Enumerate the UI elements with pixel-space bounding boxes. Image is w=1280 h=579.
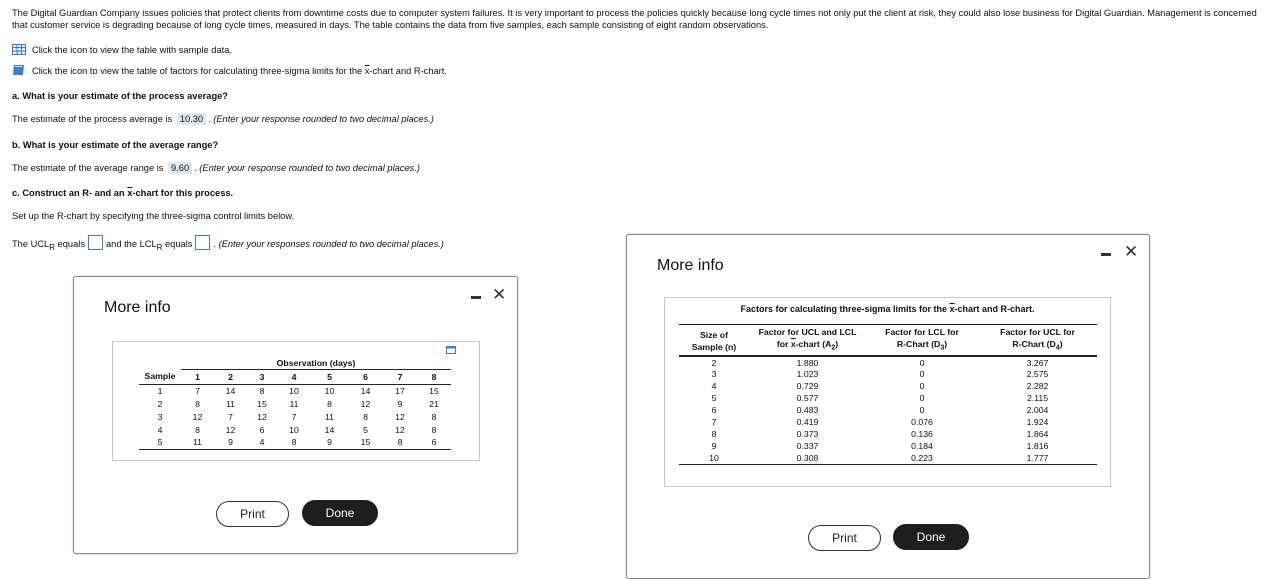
- sample-size-cell: 5: [711, 393, 717, 403]
- sample-data-table: [139, 357, 451, 450]
- observation-cell: 14: [360, 385, 371, 396]
- factors-table-frame: [664, 297, 1111, 487]
- setup-instruction: Set up the R-chart by specifying the three-sigma control limits below.: [12, 211, 295, 221]
- observation-cell: 8: [195, 424, 200, 435]
- ucl-r-input[interactable]: [88, 235, 103, 250]
- factors-title-post: -chart and R-chart.: [954, 304, 1035, 314]
- factors-link-xbar: $\overline{x}$: [364, 66, 370, 76]
- dialog-title: More info: [104, 299, 171, 316]
- observation-cell: 7: [195, 385, 200, 396]
- observation-cell: 7: [228, 411, 233, 422]
- ucl-label: The UCL: [12, 239, 50, 249]
- observation-cell: 10: [289, 385, 299, 396]
- observation-cell: 8: [363, 411, 368, 422]
- answer-b-note: (Enter your response rounded to two decimal places.): [199, 163, 420, 173]
- question-a: a. What is your estimate of the process average?: [12, 91, 228, 101]
- table-row: [679, 428, 1097, 440]
- size-header: [679, 326, 749, 356]
- a2-header-l1: Factor for UCL and LCL: [758, 327, 857, 338]
- window-icon[interactable]: [446, 346, 456, 357]
- sample-size-cell: 2: [711, 357, 717, 368]
- print-button[interactable]: Print: [216, 501, 289, 527]
- observation-cell: 12: [395, 411, 405, 422]
- d3-header-l2: [866, 338, 978, 355]
- answer-a-row: The estimate of the process average is 10.30 . (Enter your response rounded to two decimal places.): [12, 114, 434, 124]
- factors-link-row[interactable]: [12, 64, 447, 76]
- observation-cell: 14: [225, 385, 236, 396]
- ucl-subscript: R: [49, 242, 55, 252]
- d3-cell: 0.184: [911, 441, 933, 451]
- observation-header: Observation (days): [181, 357, 451, 369]
- observation-cell: 12: [360, 398, 371, 409]
- a2-cell: 0.373: [796, 429, 819, 439]
- factors-title-xbar: $\overline{x}$: [949, 304, 955, 314]
- observation-cell: 15: [429, 385, 439, 396]
- table-row: [679, 404, 1097, 416]
- a2-cell: 0.337: [796, 441, 819, 451]
- question-c-pre: c. Construct an R- and an: [12, 188, 128, 198]
- d4-cell: 2.282: [1026, 381, 1049, 391]
- d3-sub: 3: [940, 344, 945, 352]
- question-c: [12, 188, 233, 198]
- table-row: [679, 452, 1097, 464]
- limits-note: (Enter your responses rounded to two decimal places.): [218, 239, 444, 249]
- table-row: [139, 410, 451, 423]
- observation-cell: 15: [257, 398, 267, 409]
- d4-header: [978, 326, 1097, 356]
- table-row: [139, 384, 451, 397]
- factors-dialog: [626, 234, 1150, 579]
- sample-data-link-text: Click the icon to view the table with sample data.: [32, 45, 232, 55]
- sample-number-cell: 1: [157, 385, 163, 396]
- table-grid-icon[interactable]: [12, 44, 26, 55]
- sample-size-cell: 4: [711, 381, 717, 391]
- d3-cell: 0.136: [911, 429, 933, 439]
- d4-sub: 4: [1055, 344, 1060, 352]
- table-row: [679, 380, 1097, 392]
- col-header: 3: [259, 371, 265, 382]
- d4-header-l1: Factor for UCL for: [1000, 327, 1075, 338]
- size-header-l1: Size of: [700, 329, 728, 340]
- factors-title-pre: Factors for calculating three-sigma limits for the: [740, 304, 950, 314]
- factors-body: [679, 356, 1097, 464]
- a2-header-l2: [749, 338, 866, 355]
- lcl-label: and the LCL: [105, 239, 157, 249]
- sample-column-header: Sample: [144, 371, 176, 382]
- table-row: [679, 356, 1097, 368]
- d4-end: ): [1059, 339, 1063, 350]
- observation-cell: 12: [192, 411, 203, 422]
- sample-size-cell: 3: [711, 369, 717, 379]
- a2-header: [749, 326, 866, 356]
- d4-cell: 2.115: [1026, 393, 1049, 403]
- observation-cell: 12: [257, 411, 267, 422]
- observation-cell: 9: [327, 437, 332, 448]
- d4-header-l2: [978, 338, 1097, 355]
- observation-cell: 8: [291, 437, 297, 448]
- table-row: [679, 416, 1097, 428]
- table-row: [679, 392, 1097, 404]
- answer-a-note: (Enter your response rounded to two decimal places.): [213, 114, 434, 124]
- lcl-equals: equals: [165, 239, 193, 249]
- observation-cell: 11: [192, 437, 203, 448]
- a2-end: ): [835, 339, 839, 350]
- observation-cell: 8: [397, 437, 403, 448]
- observation-cell: 14: [324, 424, 335, 435]
- sample-size-cell: 9: [711, 441, 717, 451]
- d3-end: ): [944, 339, 948, 350]
- dialog-title: More info: [657, 257, 724, 274]
- col-header: 5: [327, 371, 332, 382]
- table-row: [679, 368, 1097, 380]
- sample-data-dialog: [73, 276, 518, 554]
- d3-cell: 0.076: [911, 417, 933, 427]
- observation-cell: 8: [195, 398, 200, 409]
- factors-table: [679, 326, 1097, 465]
- process-average-answer[interactable]: 10.30: [177, 113, 206, 125]
- sample-data-link-row[interactable]: [12, 44, 232, 55]
- col-header: 4: [291, 371, 297, 382]
- d3-cell: 0.223: [911, 452, 933, 463]
- observation-cell: 5: [363, 424, 368, 435]
- sample-size-cell: 6: [711, 405, 717, 415]
- sample-number-cell: 3: [157, 411, 163, 422]
- d3-header-l1: Factor for LCL for: [885, 327, 959, 338]
- a2-cell: 0.419: [796, 417, 819, 427]
- question-b: b. What is your estimate of the average range?: [12, 140, 219, 150]
- d3-cell: 0: [919, 405, 925, 415]
- sample-size-cell: 10: [709, 452, 719, 463]
- col-header: 8: [431, 371, 437, 382]
- d4-cell: 1.777: [1026, 452, 1049, 463]
- minimize-icon[interactable]: [1101, 253, 1111, 256]
- d3-header: [866, 326, 978, 356]
- d3-cell: 0: [919, 381, 925, 391]
- observation-cell: 17: [395, 385, 405, 396]
- a2-cell: 0.308: [796, 452, 819, 463]
- print-button[interactable]: Print: [808, 525, 881, 551]
- observation-cell: 12: [225, 424, 236, 435]
- factors-link-text-post: -chart and R-chart.: [369, 66, 447, 76]
- lcl-subscript: R: [156, 242, 163, 252]
- lcl-r-input[interactable]: [195, 235, 210, 250]
- observation-cell: 8: [259, 385, 265, 396]
- d4-cell: 3.267: [1026, 357, 1049, 368]
- a2-xbar: $\overline{x}$: [790, 339, 796, 350]
- observation-cell: 8: [431, 411, 437, 422]
- d4-cell: 1.816: [1026, 441, 1049, 451]
- sample-data-table-frame: [112, 341, 480, 461]
- observation-cell: 6: [431, 437, 437, 448]
- done-button[interactable]: Done: [302, 500, 378, 526]
- average-range-answer[interactable]: 9.60: [168, 162, 192, 174]
- col-header: 6: [363, 371, 368, 382]
- table-row: [139, 436, 451, 449]
- ucl-equals: equals: [57, 239, 85, 249]
- d3-pre: R-Chart (D: [896, 339, 941, 350]
- observation-cell: 6: [259, 424, 265, 435]
- table-row: [139, 423, 451, 436]
- close-icon[interactable]: ✕: [492, 285, 507, 304]
- table-row: [139, 397, 451, 410]
- observation-cell: 11: [225, 398, 236, 409]
- sample-size-cell: 7: [711, 417, 717, 427]
- sample-number-cell: 4: [157, 424, 163, 435]
- observation-cell: 12: [395, 424, 405, 435]
- observation-cell: 11: [289, 398, 299, 409]
- observation-cell: 9: [397, 398, 403, 409]
- observation-cell: 4: [259, 437, 265, 448]
- col-header: 1: [195, 371, 200, 382]
- control-limits-row: The $UCL_R$ equals and the $LCL_R$ equals . (Enter your responses rounded to two decimal places.): [12, 235, 444, 252]
- observation-cell: 9: [228, 437, 233, 448]
- d4-cell: 1.864: [1026, 429, 1049, 439]
- answer-b-row: The estimate of the average range is 9.60 . (Enter your response rounded to two decimal places.): [12, 163, 420, 173]
- close-icon[interactable]: ✕: [1124, 242, 1139, 261]
- sample-data-body: [139, 384, 451, 449]
- a2-cell: 1.880: [796, 357, 819, 368]
- d3-cell: 0: [919, 357, 925, 368]
- observation-cell: 15: [360, 437, 371, 448]
- sample-number-cell: 5: [157, 437, 163, 448]
- sample-size-cell: 8: [711, 429, 717, 439]
- problem-statement: The Digital Guardian Company issues policies that protect clients from downtime costs due to computer system failures. It is very important to process the policies quickly because long cycle times not only put the client at risk, they could also lose business for Digital Guardian. Management is concerned that customer service is degrading because of long cycle times, measured in days. The table contains the data from five samples, each sample consisting of eight random observations.: [12, 8, 1257, 30]
- d4-cell: 2.575: [1026, 369, 1049, 379]
- factors-table-title: [665, 304, 1110, 314]
- observation-cell: 21: [429, 398, 439, 409]
- size-header-l2: Sample (n): [691, 341, 737, 352]
- question-c-xbar: $\overline{x}$: [127, 188, 133, 198]
- factors-top-rule: [679, 324, 1097, 325]
- factors-link-text-pre: Click the icon to view the table of factors for calculating three-sigma limits for the: [32, 66, 365, 76]
- col-header: 7: [397, 371, 403, 382]
- sample-number-cell: 2: [157, 398, 163, 409]
- d3-cell: 0: [919, 369, 925, 379]
- answer-b-label: The estimate of the average range is: [12, 163, 164, 173]
- d3-cell: 0: [919, 393, 925, 403]
- observation-cell: 7: [291, 411, 297, 422]
- a2-cell: 1.023: [796, 369, 819, 379]
- d4-cell: 1.924: [1026, 417, 1049, 427]
- table-row: [679, 440, 1097, 452]
- a2-sub: 2: [831, 344, 836, 352]
- d4-pre: R-Chart (D: [1012, 339, 1056, 350]
- observation-cell: 11: [324, 411, 335, 422]
- question-c-post: -chart for this process.: [132, 188, 234, 198]
- observation-cell: 8: [431, 424, 437, 435]
- done-button[interactable]: Done: [893, 524, 969, 550]
- col-header: 2: [228, 371, 233, 382]
- a2-cell: 0.577: [796, 393, 819, 403]
- a2-post: -chart (A: [795, 339, 832, 350]
- observation-cell: 10: [324, 385, 335, 396]
- answer-a-label: The estimate of the process average is: [12, 114, 173, 124]
- observation-cell: 10: [289, 424, 299, 435]
- a2-cell: 0.729: [796, 381, 819, 391]
- observation-cell: 8: [327, 398, 332, 409]
- d4-cell: 2.004: [1026, 405, 1049, 415]
- a2-pre: for: [776, 339, 791, 350]
- minimize-icon[interactable]: [471, 296, 481, 299]
- a2-cell: 0.483: [796, 405, 819, 415]
- book-icon[interactable]: [12, 64, 26, 75]
